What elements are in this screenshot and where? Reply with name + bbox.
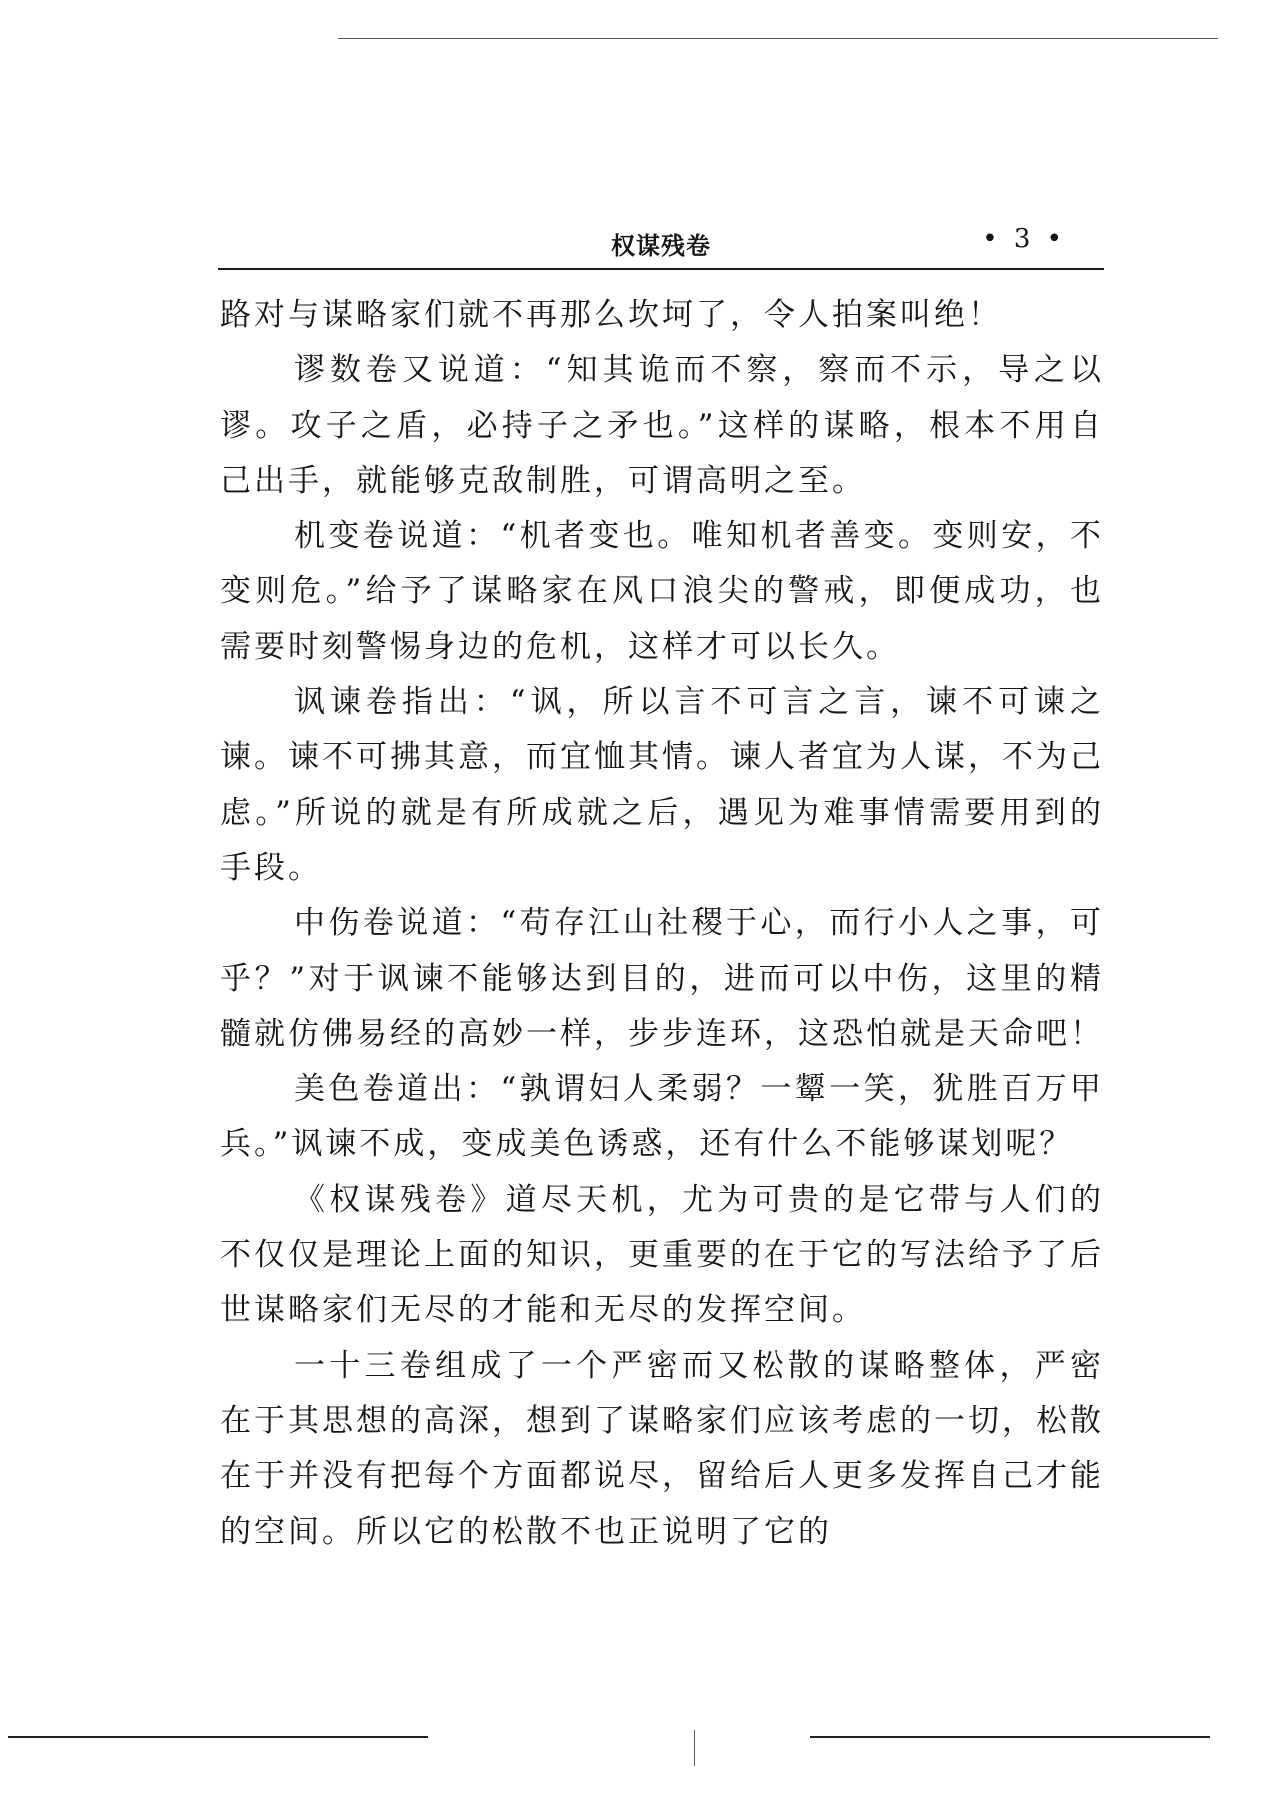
paragraph-1: 路对与谋略家们就不再那么坎坷了，令人拍案叫绝！ (220, 297, 1002, 333)
header-rule (218, 268, 1104, 270)
paragraph-4: 讽谏卷指出：“讽，所以言不可言之言，谏不可谏之谏。谏不可拂其意，而宜恤其情。谏人者宜为人谋，不为己虑。”所说的就是有所成就之后，遇见为难事情需要用到的手段。 (220, 684, 1104, 886)
top-scan-line (338, 38, 1218, 39)
paragraph-3: 机变卷说道：“机者变也。唯知机者善变。变则安，不变则危。”给予了谋略家在风口浪尖的警戒，即便成功，也需要时刻警惕身边的危机，这样才可以长久。 (220, 518, 1104, 665)
page-header (218, 222, 1104, 270)
bottom-scan-line-right (810, 1736, 1210, 1738)
bottom-scan-mark (694, 1730, 695, 1766)
running-title: 权谋残卷 (611, 232, 711, 260)
paragraph-2: 谬数卷又说道：“知其诡而不察，察而不示，导之以谬。攻子之盾，必持子之矛也。”这样的谋略，根本不用自己出手，就能够克敌制胜，可谓高明之至。 (220, 352, 1104, 499)
paragraph-6: 美色卷道出：“孰谓妇人柔弱？一颦一笑，犹胜百万甲兵。”讽谏不成，变成美色诱惑，还有什么不能够谋划呢？ (220, 1071, 1104, 1163)
paragraph-8: 一十三卷组成了一个严密而又松散的谋略整体，严密在于其思想的高深，想到了谋略家们应该考虑的一切，松散在于并没有把每个方面都说尽，留给后人更多发挥自己才能的空间。所以它的松散不也正说明了它的 (220, 1347, 1104, 1550)
bottom-scan-line-left (8, 1736, 428, 1738)
paragraph-7: 《权谋残卷》道尽天机，尤为可贵的是它带与人们的不仅仅是理论上面的知识，更重要的在于它的写法给予了后世谋略家们无尽的才能和无尽的发挥空间。 (220, 1181, 1104, 1329)
page-number: • 3 • (982, 224, 1066, 254)
paragraph-5: 中伤卷说道：“苟存江山社稷于心，而行小人之事，可乎？”对于讽谏不能够达到目的，进而可以中伤，这里的精髓就仿佛易经的高妙一样，步步连环，这恐怕就是天命吧！ (220, 905, 1104, 1052)
body-text (220, 288, 1104, 1560)
